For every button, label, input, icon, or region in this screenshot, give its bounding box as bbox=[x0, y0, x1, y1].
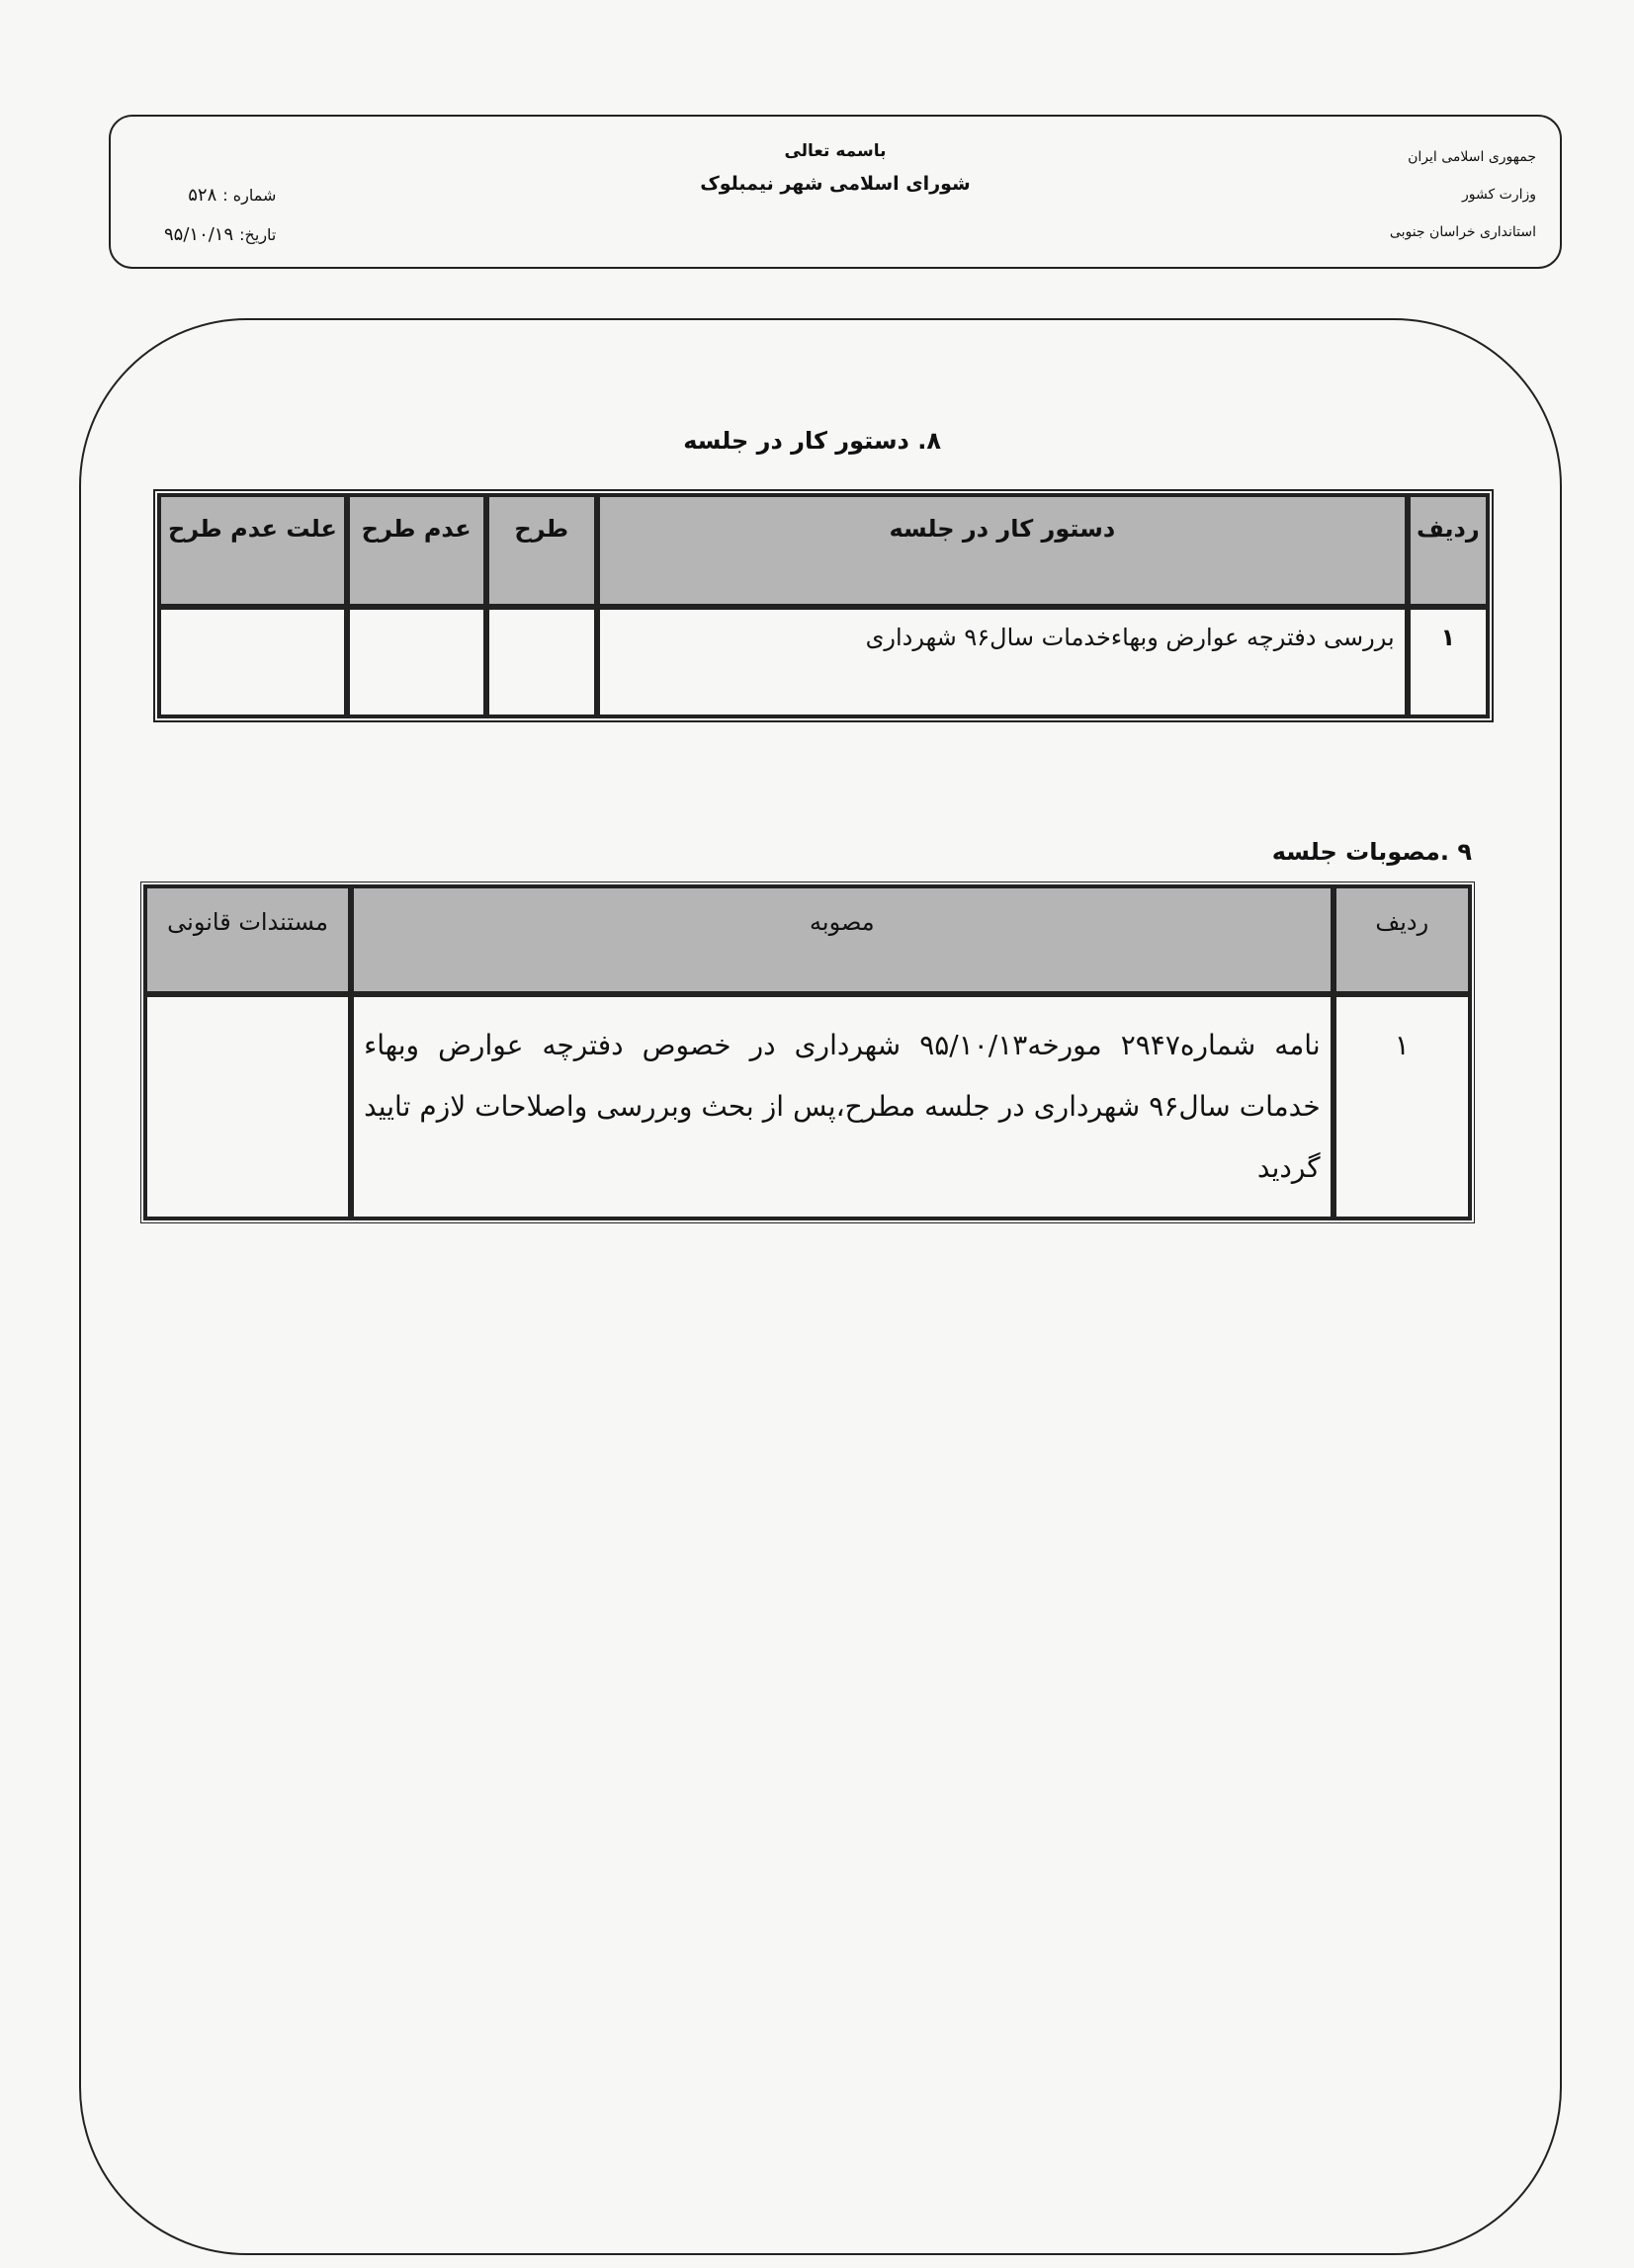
agenda-table bbox=[154, 490, 1493, 721]
agenda-item: بررسی دفترچه عوارض وبهاءخدمات سال۹۶ شهرداری bbox=[597, 607, 1408, 717]
col-row-number: ردیف bbox=[1333, 885, 1471, 994]
issuer-line-ministry: وزارت کشور bbox=[1462, 187, 1536, 203]
issuer-line-province: استانداری خراسان جنوبی bbox=[1389, 224, 1536, 240]
col-no-plan-reason: علت عدم طرح bbox=[158, 494, 347, 607]
col-plan: طرح bbox=[486, 494, 598, 607]
table-row bbox=[144, 994, 1471, 1219]
col-agenda: دستور کار در جلسه bbox=[597, 494, 1408, 607]
legal-docs-cell bbox=[144, 994, 351, 1219]
council-name: شورای اسلامی شهر نیمبلوک bbox=[700, 173, 971, 195]
letterhead-box bbox=[109, 115, 1562, 269]
letter-date-value: ۹۵/۱۰/۱۹ bbox=[164, 224, 234, 245]
resolution-text: نامه شماره۲۹۴۷ مورخه۹۵/۱۰/۱۳ شهرداری در خصوص دفترچه عوارض وبهاء خدمات سال۹۶ شهرداری در جلسه مطرح،پس از بحث وبررسی واصلاحات لازم تایید گردید bbox=[351, 994, 1333, 1219]
invocation: باسمه تعالی bbox=[784, 141, 887, 161]
letter-date-row bbox=[158, 215, 276, 255]
reason-cell bbox=[158, 607, 347, 717]
row-number: ۱ bbox=[1408, 607, 1489, 717]
letter-number-row bbox=[158, 176, 276, 215]
col-legal-docs: مستندات قانونی bbox=[144, 885, 351, 994]
col-resolution: مصوبه bbox=[351, 885, 1333, 994]
no-plan-cell bbox=[347, 607, 486, 717]
col-row-number: ردیف bbox=[1408, 494, 1489, 607]
resolutions-table bbox=[140, 882, 1475, 1223]
table-row bbox=[158, 607, 1489, 717]
letter-date-label: تاریخ: bbox=[239, 225, 277, 244]
row-number: ۱ bbox=[1333, 994, 1471, 1219]
section8-title: ۸. دستور کار در جلسه bbox=[683, 427, 941, 455]
letter-meta bbox=[158, 176, 276, 255]
letter-number-label: شماره : bbox=[222, 186, 277, 205]
letterhead-title bbox=[111, 136, 1560, 202]
section9-title: ۹ .مصوبات جلسه bbox=[1271, 838, 1472, 866]
col-no-plan: عدم طرح bbox=[347, 494, 486, 607]
resolutions-header-row bbox=[144, 885, 1471, 994]
letter-number-value: ۵۲۸ bbox=[188, 185, 217, 206]
plan-cell bbox=[486, 607, 598, 717]
agenda-header-row bbox=[158, 494, 1489, 607]
issuer-line-country: جمهوری اسلامی ایران bbox=[1408, 149, 1536, 165]
